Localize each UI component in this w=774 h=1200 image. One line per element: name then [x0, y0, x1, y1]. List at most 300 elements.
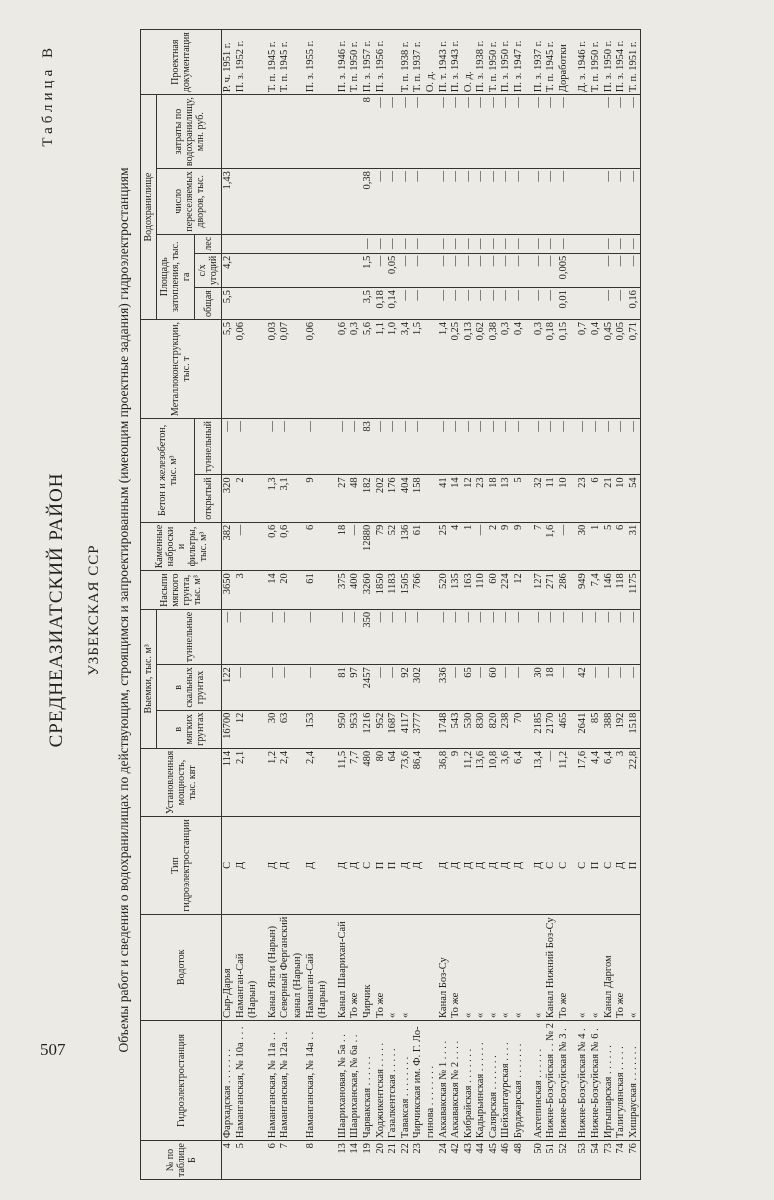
header-exc-tunnel: туннельные [157, 609, 222, 664]
station-name: Иртышарская . . . . . . [603, 1020, 616, 1140]
area-agri-value: — [463, 253, 476, 287]
fill-value: 1175 [628, 571, 641, 610]
metal-value [292, 319, 305, 418]
exc-tunnel-value: — [513, 609, 526, 664]
metal-value: 0,4 [513, 319, 526, 418]
metal-value: 0,06 [305, 319, 318, 418]
table-row [590, 30, 603, 1180]
cost-value: 8 [362, 95, 375, 169]
station-type [292, 817, 305, 914]
relocated-value: 0,38 [362, 169, 375, 235]
fill-value: 375 [337, 571, 350, 610]
station-type: Д [450, 817, 463, 914]
concrete-open-value: 5 [513, 475, 526, 522]
station-type: П [628, 817, 641, 914]
table-row [488, 30, 501, 1180]
gap-cell [330, 30, 337, 95]
gap-cell [260, 1020, 267, 1140]
gap-cell [260, 914, 267, 1020]
river-name: (Нарын) [247, 914, 260, 1020]
gap-cell [526, 253, 533, 287]
station-type: П [590, 817, 603, 914]
exc-tunnel-value [425, 609, 438, 664]
concrete-open-value: 320 [222, 475, 235, 522]
exc-rock-value: 81 [337, 665, 350, 710]
exc-rock-value: — [513, 665, 526, 710]
docs-value: Доработки [558, 30, 571, 95]
docs-value: О. д. [463, 30, 476, 95]
concrete-open-value: 2 [235, 475, 248, 522]
exc-tunnel-value: — [235, 609, 248, 664]
gap-cell [526, 665, 533, 710]
row-number [292, 1141, 305, 1180]
station-name: Актепинская . . . . . . [533, 1020, 546, 1140]
station-type: П [375, 817, 388, 914]
header-type: Тип гидроэлектростанции [141, 817, 222, 914]
exc-soft-value: 3777 [412, 710, 425, 748]
gap-cell [260, 475, 267, 522]
gap-cell [330, 1020, 337, 1140]
cost-value [305, 95, 318, 169]
table-row [292, 30, 305, 1180]
header-station: Гидроэлектростанция [141, 1020, 222, 1140]
area-agri-value: — [533, 253, 546, 287]
station-type: Д [267, 817, 280, 914]
area-forest-value: — [533, 234, 546, 253]
relocated-value [279, 169, 292, 235]
relocated-value: — [400, 169, 413, 235]
table-row [247, 30, 260, 1180]
stone-value: 1 [590, 522, 603, 571]
gap-cell [260, 748, 267, 816]
docs-value: Т. п. 1937 г. [412, 30, 425, 95]
cost-value [292, 95, 305, 169]
station-type: Д [533, 817, 546, 914]
river-name: « [400, 914, 413, 1020]
river-name: « [628, 914, 641, 1020]
gap-cell [330, 748, 337, 816]
power-value: 80 [375, 748, 388, 816]
row-number: 23 [412, 1141, 425, 1180]
row-gap [330, 30, 337, 1180]
fill-value: 146 [603, 571, 616, 610]
station-name: Наманганская, № 14а . . [305, 1020, 318, 1140]
row-gap [260, 30, 267, 1180]
exc-rock-value [292, 665, 305, 710]
fill-value: 135 [450, 571, 463, 610]
fill-value: 7,4 [590, 571, 603, 610]
exc-rock-value: 42 [577, 665, 590, 710]
area-agri-value: — [488, 253, 501, 287]
area-forest-value: — [558, 234, 571, 253]
cost-value: — [603, 95, 616, 169]
relocated-value [590, 169, 603, 235]
relocated-value: — [615, 169, 628, 235]
exc-soft-value: 16700 [222, 710, 235, 748]
exc-soft-value: 543 [450, 710, 463, 748]
exc-rock-value: — [590, 665, 603, 710]
header-conc-open: открытый [195, 475, 222, 522]
exc-tunnel-value: — [590, 609, 603, 664]
exc-soft-value: 30 [267, 710, 280, 748]
row-number: 4 [222, 1141, 235, 1180]
row-number: 19 [362, 1141, 375, 1180]
area-forest-value [349, 234, 362, 253]
concrete-open-value [425, 475, 438, 522]
exc-rock-value: 92 [400, 665, 413, 710]
gap-cell [330, 710, 337, 748]
cost-value [349, 95, 362, 169]
station-type: Д [349, 817, 362, 914]
exc-tunnel-value: — [500, 609, 513, 664]
relocated-value [337, 169, 350, 235]
gap-cell [330, 1141, 337, 1180]
area-agri-value: — [603, 253, 616, 287]
station-name: Нижне-Бозсуйская № 4 . [577, 1020, 590, 1140]
stone-value: 1,6 [545, 522, 558, 571]
table-row [222, 30, 235, 1180]
concrete-open-value: 14 [450, 475, 463, 522]
concrete-tunnel-value: — [349, 419, 362, 475]
gap-cell [260, 169, 267, 235]
station-name: Салярская . . . . . . . [488, 1020, 501, 1140]
concrete-open-value: 32 [533, 475, 546, 522]
fill-value: 224 [500, 571, 513, 610]
metal-value: 0,25 [450, 319, 463, 418]
gap-cell [570, 748, 577, 816]
row-number: 5 [235, 1141, 248, 1180]
concrete-tunnel-value: — [400, 419, 413, 475]
cost-value: — [488, 95, 501, 169]
exc-tunnel-value: — [463, 609, 476, 664]
area-forest-value [235, 234, 248, 253]
table-row [513, 30, 526, 1180]
gap-cell [330, 169, 337, 235]
relocated-value: — [387, 169, 400, 235]
station-type: С [558, 817, 571, 914]
gap-cell [526, 522, 533, 571]
gap-cell [260, 253, 267, 287]
gap-cell [526, 234, 533, 253]
area-total-value: — [615, 288, 628, 320]
station-type: Д [463, 817, 476, 914]
metal-value: 1,0 [387, 319, 400, 418]
station-type: С [222, 817, 235, 914]
exc-soft-value: 192 [615, 710, 628, 748]
area-forest-value [577, 234, 590, 253]
row-number [247, 1141, 260, 1180]
docs-value [317, 30, 330, 95]
table-row [412, 30, 425, 1180]
stone-value: 6 [615, 522, 628, 571]
exc-rock-value: 30 [533, 665, 546, 710]
docs-value: П. з. 1952 г. [235, 30, 248, 95]
exc-tunnel-value [292, 609, 305, 664]
docs-value: Т. п. 1951 г. [628, 30, 641, 95]
header-fill: Насыпи мягкого грунта, тыс. м³ [141, 571, 222, 610]
docs-value: П. з. 1946 г. [337, 30, 350, 95]
exc-rock-value: 336 [438, 665, 451, 710]
header-river: Водоток [141, 914, 222, 1020]
power-value: 2,4 [305, 748, 318, 816]
table-body [222, 30, 641, 1180]
table-row [279, 30, 292, 1180]
power-value: 22,8 [628, 748, 641, 816]
table-row [425, 30, 438, 1180]
area-total-value [279, 288, 292, 320]
river-name: « [590, 914, 603, 1020]
power-value: 7,7 [349, 748, 362, 816]
header-num: № по таблице Б [141, 1141, 222, 1180]
row-number: 53 [577, 1141, 590, 1180]
exc-tunnel-value [317, 609, 330, 664]
gap-cell [570, 288, 577, 320]
exc-soft-value: 530 [463, 710, 476, 748]
stone-value: — [235, 522, 248, 571]
power-value [425, 748, 438, 816]
table-row [577, 30, 590, 1180]
concrete-tunnel-value: — [488, 419, 501, 475]
concrete-tunnel-value: — [450, 419, 463, 475]
fill-value [425, 571, 438, 610]
exc-soft-value: 1687 [387, 710, 400, 748]
stone-value: 79 [375, 522, 388, 571]
stone-value: 9 [513, 522, 526, 571]
header-area-forest: лес [195, 234, 222, 253]
stone-value: 2 [488, 522, 501, 571]
station-name: Наманганская, № 11а . . [267, 1020, 280, 1140]
station-name: Кадырьинская . . . . . . [475, 1020, 488, 1140]
area-forest-value: — [463, 234, 476, 253]
table-row [387, 30, 400, 1180]
exc-tunnel-value: — [267, 609, 280, 664]
area-total-value [267, 288, 280, 320]
gap-cell [260, 95, 267, 169]
area-forest-value: — [387, 234, 400, 253]
area-agri-value [425, 253, 438, 287]
table-row [235, 30, 248, 1180]
exc-soft-value: 1216 [362, 710, 375, 748]
station-type: Д [412, 817, 425, 914]
concrete-tunnel-value: — [375, 419, 388, 475]
republic-title: УЗБЕКСКАЯ ССР [86, 544, 102, 676]
gap-cell [260, 1141, 267, 1180]
table-row [615, 30, 628, 1180]
area-total-value: 0,01 [558, 288, 571, 320]
gap-cell [260, 817, 267, 914]
station-name: Нижне-Бозсуйская № 6 . [590, 1020, 603, 1140]
exc-soft-value: 153 [305, 710, 318, 748]
row-number: 74 [615, 1141, 628, 1180]
river-name: Наманган-Сай [305, 914, 318, 1020]
power-value: 3 [615, 748, 628, 816]
area-total-value: 0,14 [387, 288, 400, 320]
river-name: Канал Боз-Су [438, 914, 451, 1020]
stone-value: 6 [305, 522, 318, 571]
concrete-open-value: 10 [615, 475, 628, 522]
station-type: С [362, 817, 375, 914]
exc-tunnel-value [247, 609, 260, 664]
station-type: Д [475, 817, 488, 914]
gap-cell [330, 522, 337, 571]
relocated-value [577, 169, 590, 235]
gap-cell [526, 1141, 533, 1180]
concrete-tunnel-value: — [500, 419, 513, 475]
relocated-value [235, 169, 248, 235]
exc-tunnel-value: — [438, 609, 451, 664]
exc-soft-value [317, 710, 330, 748]
metal-value: 5,6 [362, 319, 375, 418]
station-type: Д [279, 817, 292, 914]
power-value: 13,6 [475, 748, 488, 816]
river-name: Канал Янги (Нарын) [267, 914, 280, 1020]
metal-value: 0,03 [267, 319, 280, 418]
fill-value: 3 [235, 571, 248, 610]
fill-value: 3260 [362, 571, 375, 610]
area-forest-value: — [488, 234, 501, 253]
area-forest-value [590, 234, 603, 253]
concrete-tunnel-value: — [577, 419, 590, 475]
table-row [362, 30, 375, 1180]
exc-tunnel-value: — [412, 609, 425, 664]
gap-cell [570, 419, 577, 475]
fill-value: 400 [349, 571, 362, 610]
fill-value: 949 [577, 571, 590, 610]
area-total-value: — [463, 288, 476, 320]
concrete-open-value: 23 [475, 475, 488, 522]
concrete-open-value [247, 475, 260, 522]
cost-value: — [412, 95, 425, 169]
area-agri-value [577, 253, 590, 287]
table-row [545, 30, 558, 1180]
station-name: Наманганская, № 10а . . . [235, 1020, 248, 1140]
stone-value: 382 [222, 522, 235, 571]
metal-value: 0,4 [590, 319, 603, 418]
stone-value: 25 [438, 522, 451, 571]
concrete-open-value: 3,1 [279, 475, 292, 522]
station-name [317, 1020, 330, 1140]
docs-value: П. з. 1950 г. [603, 30, 616, 95]
fill-value: 12 [513, 571, 526, 610]
gap-cell [260, 571, 267, 610]
area-forest-value [305, 234, 318, 253]
power-value: 13,4 [533, 748, 546, 816]
power-value: 17,6 [577, 748, 590, 816]
concrete-open-value: 41 [438, 475, 451, 522]
area-forest-value [317, 234, 330, 253]
fill-value: 118 [615, 571, 628, 610]
gap-cell [570, 30, 577, 95]
concrete-open-value [292, 475, 305, 522]
cost-value: — [387, 95, 400, 169]
area-agri-value [337, 253, 350, 287]
cost-value: — [500, 95, 513, 169]
metal-value [317, 319, 330, 418]
header-excavation: Выемки, тыс. м³ [141, 609, 157, 748]
docs-value: Т. п. 1945 г. [279, 30, 292, 95]
relocated-value: — [603, 169, 616, 235]
concrete-open-value: 54 [628, 475, 641, 522]
row-gap [570, 30, 577, 1180]
data-table [140, 29, 641, 1180]
row-number: 76 [628, 1141, 641, 1180]
concrete-open-value: 13 [500, 475, 513, 522]
exc-tunnel-value: — [450, 609, 463, 664]
fill-value: 271 [545, 571, 558, 610]
exc-soft-value: 388 [603, 710, 616, 748]
station-name: Чирчикская им. Ф. Г. Ло- [412, 1020, 425, 1140]
station-name: Наманганская, № 12а . . [279, 1020, 292, 1140]
header-area-agri: с/х угодий [195, 253, 222, 287]
area-forest-value [279, 234, 292, 253]
exc-rock-value [317, 665, 330, 710]
docs-value: Т. п. 1938 г. [400, 30, 413, 95]
exc-tunnel-value: — [222, 609, 235, 664]
table-row [603, 30, 616, 1180]
cost-value: — [545, 95, 558, 169]
exc-rock-value: — [603, 665, 616, 710]
concrete-tunnel-value: — [222, 419, 235, 475]
gap-cell [570, 571, 577, 610]
table-tag: Таблица В [40, 44, 56, 147]
docs-value: Т. п. 1950 г. [590, 30, 603, 95]
area-total-value [317, 288, 330, 320]
cost-value: — [450, 95, 463, 169]
area-total-value: — [533, 288, 546, 320]
row-number: 43 [463, 1141, 476, 1180]
power-value: 114 [222, 748, 235, 816]
river-name: То же [349, 914, 362, 1020]
docs-value: Д. з. 1946 г. [577, 30, 590, 95]
relocated-value: — [533, 169, 546, 235]
cost-value [222, 95, 235, 169]
concrete-open-value: 23 [577, 475, 590, 522]
concrete-tunnel-value: — [267, 419, 280, 475]
exc-rock-value: — [500, 665, 513, 710]
row-number: 6 [267, 1141, 280, 1180]
gap-cell [570, 253, 577, 287]
station-type: П [387, 817, 400, 914]
metal-value: 0,3 [349, 319, 362, 418]
gap-cell [570, 609, 577, 664]
docs-value: П. з. 1938 г. [475, 30, 488, 95]
table-row [400, 30, 413, 1180]
concrete-tunnel-value: — [533, 419, 546, 475]
table-row [349, 30, 362, 1180]
header-power: Установленная мощность, тыс. квт [141, 748, 222, 816]
exc-rock-value: — [615, 665, 628, 710]
metal-value: 3,4 [400, 319, 413, 418]
docs-value: П. т. 1943 г. [438, 30, 451, 95]
concrete-open-value: 202 [375, 475, 388, 522]
stone-value: — [349, 522, 362, 571]
relocated-value [305, 169, 318, 235]
concrete-tunnel-value [247, 419, 260, 475]
metal-value: 0,06 [235, 319, 248, 418]
exc-soft-value [292, 710, 305, 748]
stone-value: 18 [337, 522, 350, 571]
stone-value: 7 [533, 522, 546, 571]
stone-value [317, 522, 330, 571]
gap-cell [330, 234, 337, 253]
station-type: Д [337, 817, 350, 914]
exc-soft-value: 2170 [545, 710, 558, 748]
gap-cell [260, 522, 267, 571]
gap-cell [330, 914, 337, 1020]
fill-value: 61 [305, 571, 318, 610]
gap-cell [526, 475, 533, 522]
station-name: гинова . . . . . . . . [425, 1020, 438, 1140]
